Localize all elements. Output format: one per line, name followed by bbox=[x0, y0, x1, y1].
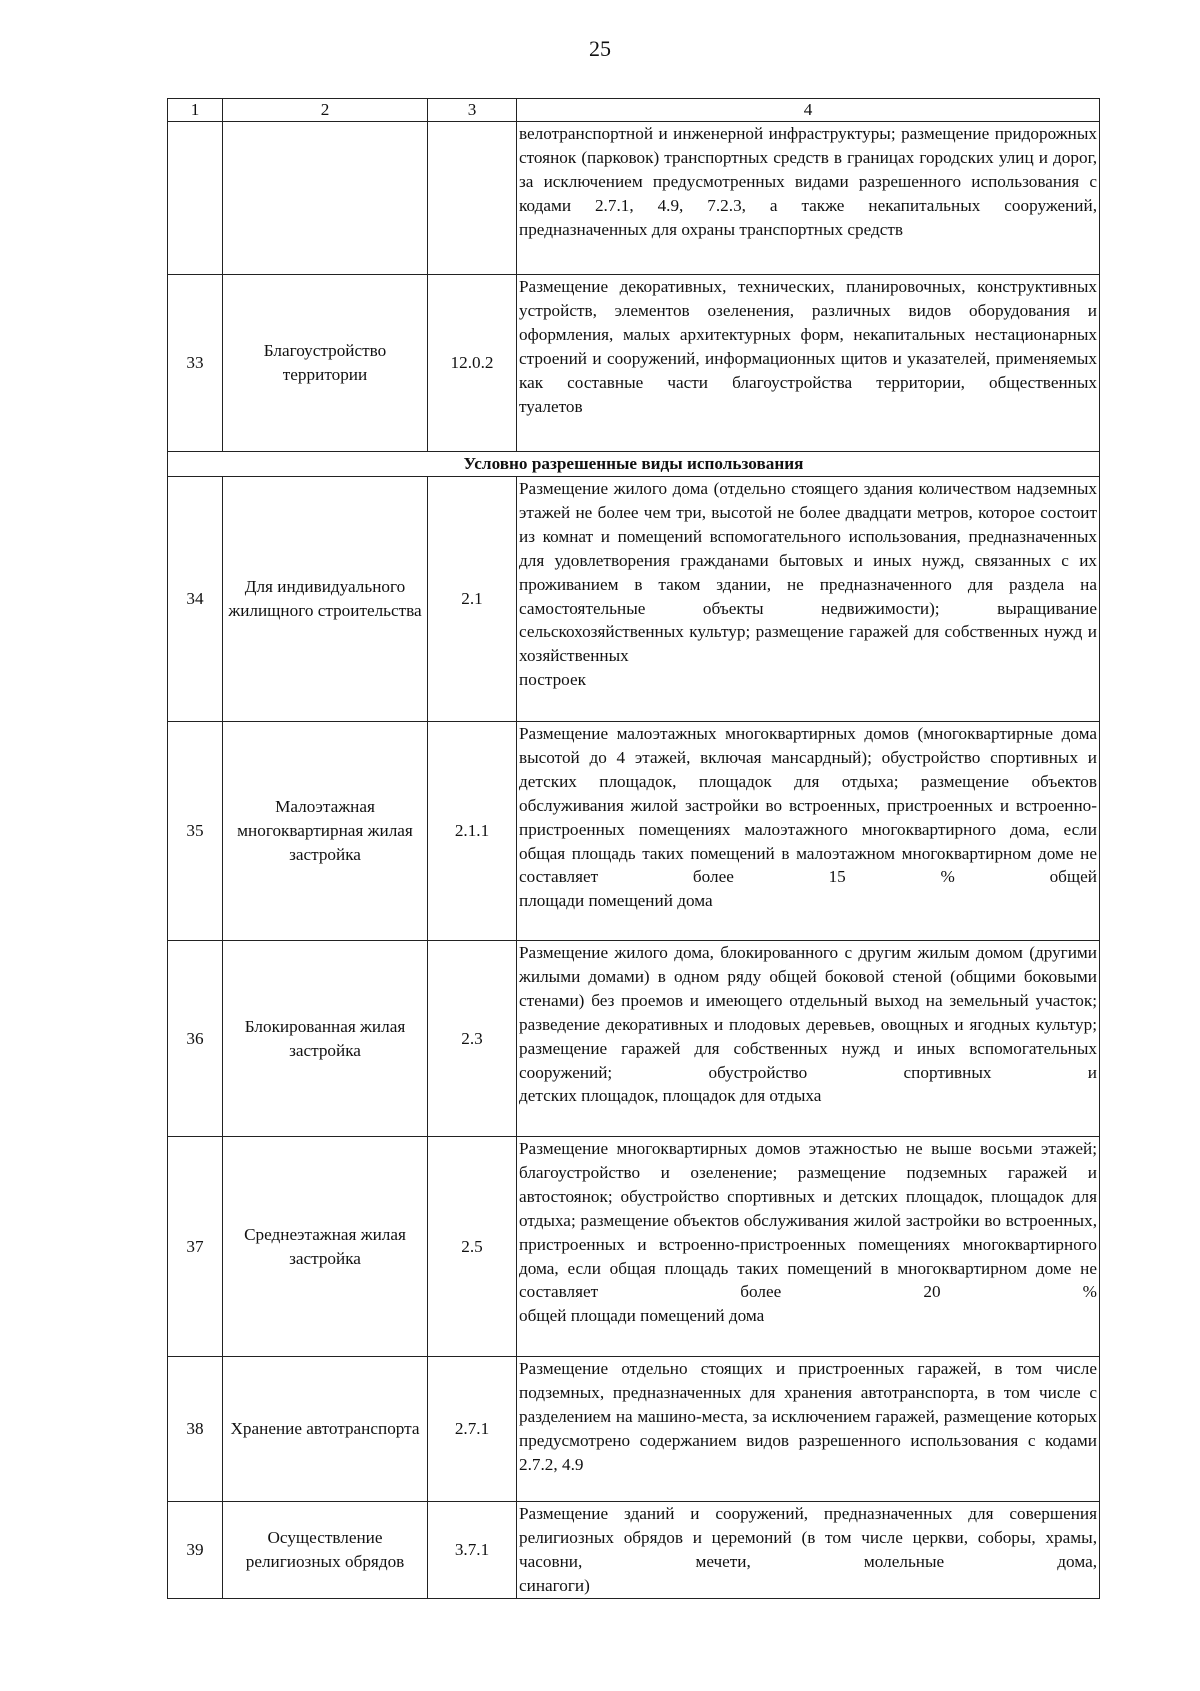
row-code-cell: 2.7.1 bbox=[428, 1357, 517, 1502]
row-description-last-line: туалетов bbox=[519, 396, 583, 416]
column-header-1: 1 bbox=[168, 99, 223, 122]
table-row bbox=[168, 477, 1100, 722]
row-description-cell bbox=[517, 1502, 1100, 1599]
row-description-text: Размещение зданий и сооружений, предназначенных для совершения религиозных обрядов и церемоний (в том числе церкви, соборы, храмы, часовни, мечети, молельные дома, bbox=[519, 1504, 1097, 1571]
row-name-cell: Малоэтажная многоквартирная жилая застройка bbox=[223, 722, 428, 941]
row-name-cell: Для индивидуального жилищного строительства bbox=[223, 477, 428, 722]
row-name-cell: Благоустройство территории bbox=[223, 275, 428, 452]
row-name-cell: Среднеэтажная жилая застройка bbox=[223, 1137, 428, 1357]
row-description-text: велотранспортной и инженерной инфраструктуры; размещение придорожных стоянок (парковок) транспортных средств в границах городских улиц и дорог, за исключением предусмотренных видами разрешенного использования с кодами 2.7.1, 4.9, 7.2.3, а также некапитальных сооружений, bbox=[519, 124, 1097, 215]
row-description-text: Размещение отдельно стоящих и пристроенных гаражей, в том числе подземных, предназначенных для хранения автотранспорта, в том числе с разделением на машино-места, за исключением гаражей, размещение которых предусмотрено содержанием видов разрешенного использования с кодами bbox=[519, 1359, 1097, 1450]
row-number-cell: 36 bbox=[168, 941, 223, 1137]
row-description-cell bbox=[517, 1137, 1100, 1357]
row-description-cell bbox=[517, 1357, 1100, 1502]
row-description-cell bbox=[517, 122, 1100, 275]
row-description-last-line: детских площадок, площадок для отдыха bbox=[519, 1086, 822, 1106]
table-row bbox=[168, 722, 1100, 941]
column-header-3: 3 bbox=[428, 99, 517, 122]
section-header-row bbox=[168, 452, 1100, 477]
row-description-cell bbox=[517, 722, 1100, 941]
row-code-cell: 2.3 bbox=[428, 941, 517, 1137]
table-header-row bbox=[168, 99, 1100, 122]
table-row bbox=[168, 275, 1100, 452]
section-title: Условно разрешенные виды использования bbox=[168, 452, 1100, 477]
land-use-table bbox=[167, 98, 1100, 1599]
row-name-cell: Блокированная жилая застройка bbox=[223, 941, 428, 1137]
table-row bbox=[168, 1502, 1100, 1599]
row-description-text: Размещение многоквартирных домов этажностью не выше восьми этажей; благоустройство и озеленение; размещение подземных гаражей и автостоянок; обустройство спортивных и детских площадок, площадок для отдыха; размещение объектов обслуживания жилой застройки во встроенных, пристроенных и встроенно-пристроенных помещениях многоквартирного дома, если общая площадь таких помещений в многоквартирном доме не составляет более 20 % bbox=[519, 1139, 1097, 1302]
row-description-text: Размещение малоэтажных многоквартирных домов (многоквартирные дома высотой до 4 этажей, включая мансардный); обустройство спортивных и детских площадок, площадок для отдыха; размещение объектов обслуживания жилой застройки во встроенных, пристроенных и встроенно-пристроенных помещениях малоэтажного многоквартирного дома, если общая площадь таких помещений в малоэтажном многоквартирном доме не составляет более 15 % общей bbox=[519, 724, 1097, 887]
row-code-cell: 12.0.2 bbox=[428, 275, 517, 452]
row-number-cell: 38 bbox=[168, 1357, 223, 1502]
row-description-last-line: синагоги) bbox=[519, 1575, 590, 1595]
column-header-4: 4 bbox=[517, 99, 1100, 122]
column-header-2: 2 bbox=[223, 99, 428, 122]
row-code-cell: 3.7.1 bbox=[428, 1502, 517, 1599]
row-description-text: Размещение декоративных, технических, планировочных, конструктивных устройств, элементов озеленения, различных видов оборудования и оформления, малых архитектурных форм, некапитальных нестационарных строений и сооружений, информационных щитов и указателей, применяемых как составные части благоустройства территории, общественных bbox=[519, 277, 1097, 392]
row-description-last-line: предназначенных для охраны транспортных средств bbox=[519, 219, 904, 239]
row-description-last-line: построек bbox=[519, 670, 586, 690]
row-code-cell bbox=[428, 122, 517, 275]
table-row bbox=[168, 1137, 1100, 1357]
row-name-cell: Хранение автотранспорта bbox=[223, 1357, 428, 1502]
row-number-cell: 35 bbox=[168, 722, 223, 941]
table-row bbox=[168, 1357, 1100, 1502]
row-number-cell: 39 bbox=[168, 1502, 223, 1599]
row-number-cell: 37 bbox=[168, 1137, 223, 1357]
table-row bbox=[168, 941, 1100, 1137]
row-code-cell: 2.1 bbox=[428, 477, 517, 722]
row-description-cell bbox=[517, 275, 1100, 452]
row-name-cell: Осуществление религиозных обрядов bbox=[223, 1502, 428, 1599]
row-number-cell bbox=[168, 122, 223, 275]
row-number-cell: 34 bbox=[168, 477, 223, 722]
row-name-cell bbox=[223, 122, 428, 275]
page-number: 25 bbox=[589, 36, 611, 61]
table-row-continuation bbox=[168, 122, 1100, 275]
row-description-last-line: общей площади помещений дома bbox=[519, 1306, 765, 1326]
row-description-text: Размещение жилого дома (отдельно стоящего здания количеством надземных этажей не более чем три, высотой не более двадцати метров, которое состоит из комнат и помещений вспомогательного использования, предназначенных для удовлетворения гражданами бытовых и иных нужд, связанных с их проживанием в таком здании, не предназначенного для раздела на самостоятельные объекты недвижимости); выращивание сельскохозяйственных культур; размещение гаражей для собственных нужд и хозяйственных bbox=[519, 479, 1097, 666]
row-description-last-line: 2.7.2, 4.9 bbox=[519, 1454, 584, 1474]
row-code-cell: 2.5 bbox=[428, 1137, 517, 1357]
row-description-last-line: площади помещений дома bbox=[519, 891, 713, 911]
row-description-cell bbox=[517, 477, 1100, 722]
row-code-cell: 2.1.1 bbox=[428, 722, 517, 941]
row-number-cell: 33 bbox=[168, 275, 223, 452]
row-description-cell bbox=[517, 941, 1100, 1137]
row-description-text: Размещение жилого дома, блокированного с другим жилым домом (другими жилыми домами) в одном ряду общей боковой стеной (общими боковыми стенами) без проемов и имеющего отдельный выход на земельный участок; разведение декоративных и плодовых деревьев, овощных и ягодных культур; размещение гаражей для собственных нужд и иных вспомогательных сооружений; обустройство спортивных и bbox=[519, 943, 1097, 1082]
